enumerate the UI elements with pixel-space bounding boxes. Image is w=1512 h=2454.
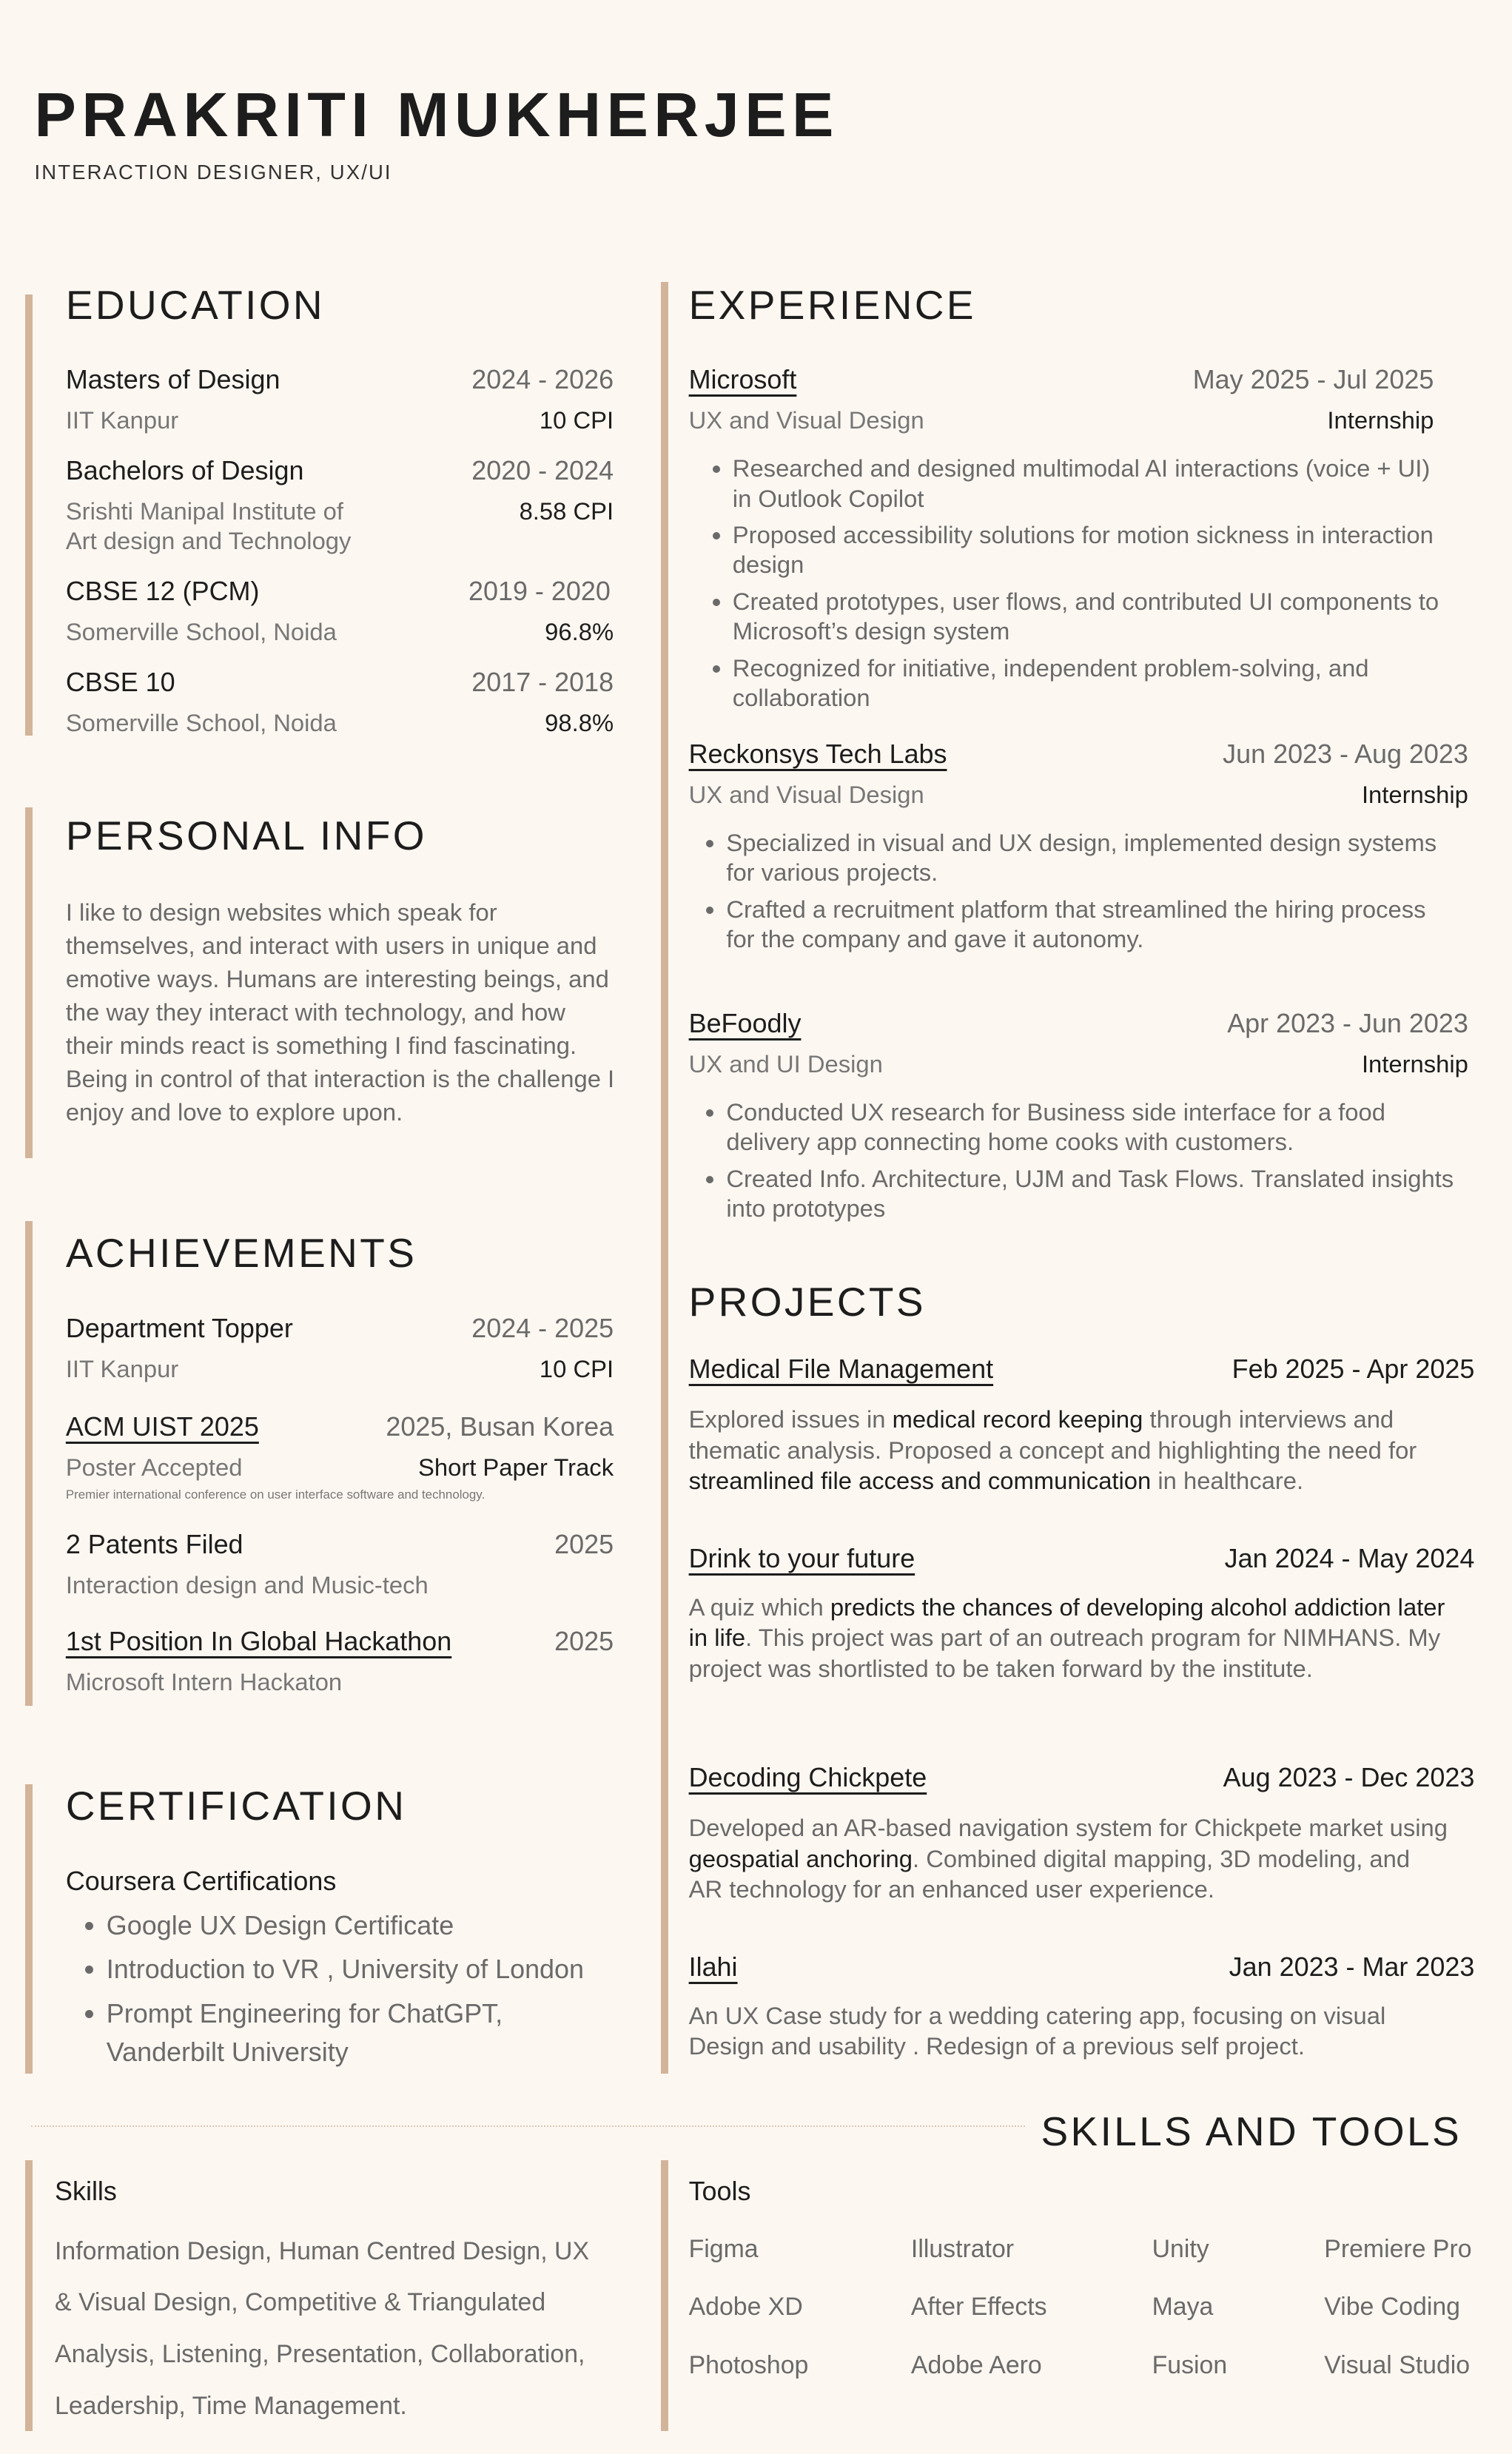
dates: 2020 - 2024 xyxy=(471,455,614,486)
score: 10 CPI xyxy=(539,406,614,434)
project-description xyxy=(689,1812,1448,1904)
text: Developed an AR-based navigation system for Chickpete market using xyxy=(688,1814,1448,1842)
dates: Jan 2024 - May 2024 xyxy=(1224,1543,1475,1574)
project-link[interactable]: Decoding Chickpete xyxy=(688,1762,927,1793)
accent-bar xyxy=(25,1221,33,1707)
degree: CBSE 10 xyxy=(65,666,175,697)
text: An UX Case study for a wedding catering app, focusing on visual Design and usability . Redesign of a previous self project. xyxy=(688,2001,1386,2060)
highlight: medical record keeping xyxy=(892,1405,1143,1433)
dates: May 2025 - Jul 2025 xyxy=(1192,364,1434,395)
achievements-heading: ACHIEVEMENTS xyxy=(65,1230,417,1277)
education-item xyxy=(66,451,614,491)
personal-info-heading: PERSONAL INFO xyxy=(65,812,427,858)
dates: Feb 2025 - Apr 2025 xyxy=(1232,1354,1475,1385)
tool-item: Illustrator xyxy=(910,2235,1015,2264)
bullet: • Recognized for initiative, independent problem-solving, and collaboration xyxy=(733,653,1440,713)
text: through interviews and thematic analysis. Proposed a concept and highlighting the need for xyxy=(688,1405,1417,1464)
dates: 2024 - 2026 xyxy=(471,364,614,395)
score: 96.8% xyxy=(545,617,614,645)
score: 98.8% xyxy=(545,708,614,736)
achievement-sub: Interaction design and Music-tech xyxy=(65,1571,429,1599)
project-link[interactable]: Medical File Management xyxy=(688,1354,994,1385)
achievement-sub: IIT Kanpur xyxy=(65,1355,179,1383)
achievement-note: Premier international conference on user interface software and technology. xyxy=(65,1487,485,1502)
tool-item: Fusion xyxy=(1152,2350,1228,2379)
accent-bar xyxy=(661,282,669,2074)
certification-item: • Google UX Design Certificate xyxy=(107,1906,670,1946)
accent-bar xyxy=(25,295,33,736)
bullet: • Specialized in visual and UX design, implemented design systems for various projects. xyxy=(726,828,1446,887)
achievement-score: 10 CPI xyxy=(539,1355,614,1383)
accent-bar xyxy=(661,2160,669,2431)
highlight: streamlined file access and communication xyxy=(688,1467,1152,1495)
project-description xyxy=(689,2000,1456,2062)
job-type: Internship xyxy=(1327,406,1434,434)
dates: 2017 - 2018 xyxy=(471,666,614,697)
achievement-date: 2025 xyxy=(554,1529,614,1559)
education-item-sub xyxy=(66,703,614,744)
achievement-link[interactable]: ACM UIST 2025 xyxy=(65,1411,259,1442)
school: Srishti Manipal Institute of xyxy=(65,497,343,525)
bullet: • Researched and designed multimodal AI interactions (voice + UI) in Outlook Copilot xyxy=(733,454,1440,513)
divider xyxy=(31,2125,1025,2127)
achievement-item xyxy=(66,1308,614,1349)
tool-item: Adobe Aero xyxy=(910,2350,1042,2379)
skills-text: Information Design, Human Centred Design, UX & Visual Design, Competitive & Triangulated Analysis, Listening, Presentation, Collaboration, Leadership, Time Management. xyxy=(55,2236,590,2420)
education-item-sub xyxy=(66,521,614,562)
school: IIT Kanpur xyxy=(65,406,179,434)
job-role: UX and Visual Design xyxy=(688,780,924,808)
achievement-item xyxy=(66,1621,614,1662)
tool-item: Photoshop xyxy=(688,2350,809,2379)
highlight: predicts the chances of developing alcohol addiction later in life xyxy=(688,1593,1445,1652)
certification-group: Coursera Certifications xyxy=(65,1865,337,1896)
experience-bullets xyxy=(689,1097,1456,1231)
skills-tools-heading: SKILLS AND TOOLS xyxy=(1041,2108,1462,2154)
tool-item: Unity xyxy=(1152,2235,1209,2264)
company-link[interactable]: BeFoodly xyxy=(688,1007,802,1038)
project-link[interactable]: Drink to your future xyxy=(688,1543,915,1574)
achievement-date: 2025 xyxy=(554,1626,614,1657)
company-link[interactable]: Microsoft xyxy=(688,364,797,395)
projects-heading: PROJECTS xyxy=(688,1278,926,1325)
school: Somerville School, Noida xyxy=(65,708,337,736)
job-role: UX and Visual Design xyxy=(688,406,924,434)
project-description xyxy=(689,1404,1479,1496)
experience-bullets xyxy=(689,828,1447,961)
achievement-item xyxy=(66,1407,614,1448)
highlight: geospatial anchoring xyxy=(688,1844,913,1872)
experience-bullets xyxy=(695,454,1440,720)
education-item xyxy=(66,571,611,612)
accent-bar xyxy=(25,2160,33,2431)
text: . This project was part of an outreach program for NIMHANS. My project was shortlisted to be taken forward by the institute. xyxy=(688,1624,1441,1682)
personal-info-text: I like to design websites which speak for themselves, and interact with users in unique and emotive ways. Humans are interesting beings, and the way they interact with technology, and how their minds react is something I find fascinating. Being in control of that interaction is the challenge I enjoy and love to explore upon. xyxy=(65,898,615,1126)
degree: Bachelors of Design xyxy=(65,455,304,486)
bullet: • Conducted UX research for Business side interface for a food delivery app connecting home cooks with customers. xyxy=(726,1097,1456,1157)
tool-item: Figma xyxy=(688,2235,759,2264)
achievement-date: 2025, Busan Korea xyxy=(386,1411,614,1442)
achievement-title: 2 Patents Filed xyxy=(65,1529,243,1559)
company-link[interactable]: Reckonsys Tech Labs xyxy=(688,738,947,769)
education-heading: EDUCATION xyxy=(65,281,326,328)
skills-heading: Skills xyxy=(55,2175,117,2206)
education-item-sub xyxy=(66,400,614,441)
achievement-item xyxy=(66,1524,614,1565)
tool-item: Maya xyxy=(1152,2293,1214,2322)
project-link[interactable]: Ilahi xyxy=(688,1952,738,1983)
bullet: • Created prototypes, user flows, and contributed UI components to Microsoft’s design system xyxy=(733,587,1440,646)
achievement-link[interactable]: 1st Position In Global Hackathon xyxy=(65,1626,452,1657)
tool-item: Vibe Coding xyxy=(1324,2293,1460,2322)
project-description xyxy=(689,1592,1464,1684)
tools-heading: Tools xyxy=(688,2175,751,2206)
dates: Jan 2023 - Mar 2023 xyxy=(1229,1952,1475,1983)
education-item xyxy=(66,662,614,703)
certification-list xyxy=(69,1906,670,2077)
job-type: Internship xyxy=(1361,1049,1468,1078)
bullet: • Crafted a recruitment platform that streamlined the hiring process for the company and gave it autonomy. xyxy=(726,895,1446,954)
name: PRAKRITI MUKHERJEE xyxy=(34,78,839,149)
accent-bar xyxy=(25,807,33,1158)
bullet: • Proposed accessibility solutions for motion sickness in interaction design xyxy=(733,520,1440,579)
achievement-title: Department Topper xyxy=(65,1313,293,1344)
role: INTERACTION DESIGNER, UX/UI xyxy=(34,160,392,184)
text: . Combined digital mapping, 3D modeling, and AR technology for an enhanced user experience. xyxy=(688,1844,1411,1903)
tool-item: Premiere Pro xyxy=(1324,2235,1472,2264)
dates: Apr 2023 - Jun 2023 xyxy=(1227,1007,1468,1038)
tool-item: Adobe XD xyxy=(688,2293,803,2322)
achievement-date: 2024 - 2025 xyxy=(471,1313,614,1344)
certification-heading: CERTIFICATION xyxy=(65,1782,407,1829)
bullet: • Created Info. Architecture, UJM and Task Flows. Translated insights into prototypes xyxy=(726,1164,1456,1223)
accent-bar xyxy=(25,1784,33,2074)
text: Explored issues in xyxy=(688,1405,893,1433)
score: 8.58 CPI xyxy=(519,497,614,525)
school: Art design and Technology xyxy=(65,527,352,555)
tool-item: After Effects xyxy=(910,2293,1047,2322)
achievement-track: Short Paper Track xyxy=(418,1453,614,1482)
achievement-sub: Poster Accepted xyxy=(65,1453,243,1482)
school: Somerville School, Noida xyxy=(65,617,337,645)
text: in healthcare. xyxy=(1151,1467,1304,1495)
degree: Masters of Design xyxy=(65,364,280,395)
dates: Jun 2023 - Aug 2023 xyxy=(1223,738,1468,769)
certification-item: • Prompt Engineering for ChatGPT, Vanderbilt University xyxy=(107,1994,545,2073)
dates: 2019 - 2020 xyxy=(468,575,611,606)
job-role: UX and UI Design xyxy=(688,1049,883,1078)
experience-heading: EXPERIENCE xyxy=(688,281,976,328)
education-item xyxy=(66,360,614,400)
job-type: Internship xyxy=(1361,780,1468,808)
degree: CBSE 12 (PCM) xyxy=(65,575,260,606)
dates: Aug 2023 - Dec 2023 xyxy=(1223,1762,1475,1793)
certification-item: • Introduction to VR , University of London xyxy=(107,1950,670,1989)
education-item-sub xyxy=(66,612,614,653)
tool-item: Visual Studio xyxy=(1324,2350,1471,2379)
achievement-sub: Microsoft Intern Hackaton xyxy=(65,1668,343,1696)
text: A quiz which xyxy=(688,1593,830,1621)
